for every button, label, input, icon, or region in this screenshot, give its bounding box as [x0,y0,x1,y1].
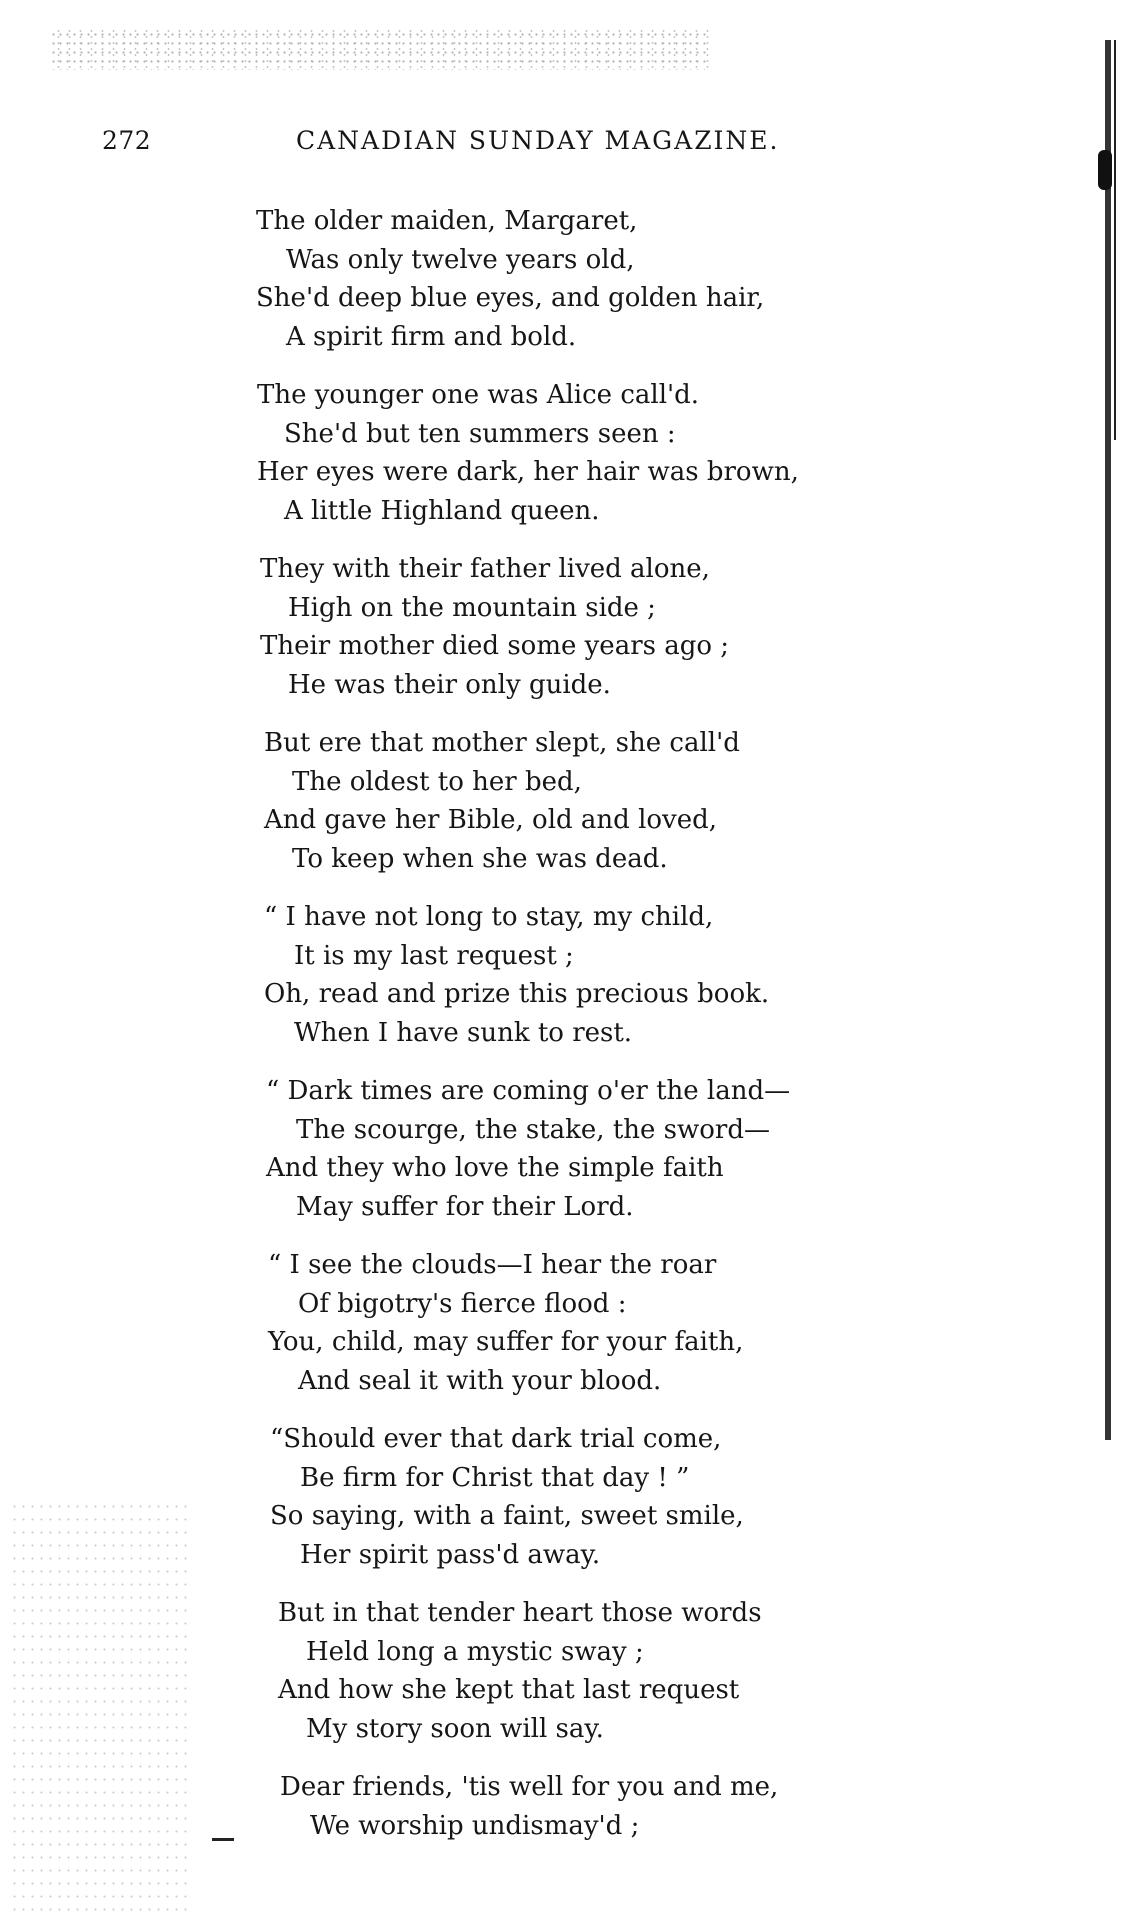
poem-line: A little Highland queen. [284,495,600,526]
poem-line: “ I see the clouds—I hear the roar [268,1250,717,1280]
stanza [0,1768,1123,1845]
poem-line: May suffer for their Lord. [296,1191,634,1222]
poem-line: “ Dark times are coming o'er the land— [266,1076,791,1106]
poem-line: But ere that mother slept, she call'd [264,728,740,758]
poem-line: High on the mountain side ; [288,592,656,623]
stanza [0,1420,1123,1574]
page-header [0,126,1123,162]
poem-line: And gave her Bible, old and loved, [264,805,718,835]
poem-line: He was their only guide. [288,669,611,700]
poem-line: Their mother died some years ago ; [260,631,730,661]
stanza [0,724,1123,878]
poem-line: Held long a mystic sway ; [306,1636,644,1667]
stanza [0,1072,1123,1226]
poem-line: To keep when she was dead. [292,843,668,874]
stanza [0,898,1123,1052]
poem-line: It is my last request ; [294,940,574,971]
stanza [0,1246,1123,1400]
poem-line: She'd but ten summers seen : [284,418,676,449]
print-mark [212,1838,234,1841]
poem-line: And how she kept that last request [278,1675,740,1705]
poem-line: My story soon will say. [306,1713,604,1744]
poem-line: The older maiden, Margaret, [256,206,638,236]
poem-line: They with their father lived alone, [260,554,710,584]
scan-noise-top [50,30,710,70]
poem-line: “ I have not long to stay, my child, [264,902,714,932]
stanza [0,376,1123,530]
poem-line: The younger one was Alice call'd. [257,380,700,410]
poem-line: And they who love the simple faith [266,1153,724,1183]
poem-line: Be firm for Christ that day ! ” [300,1462,690,1493]
poem-line: You, child, may suffer for your faith, [268,1327,744,1357]
poem-line: We worship undismay'd ; [310,1810,640,1841]
stanza [0,550,1123,704]
stanza [0,1594,1123,1748]
poem-line: The scourge, the stake, the sword— [296,1114,771,1145]
stanza [0,202,1123,356]
poem-line: And seal it with your blood. [298,1365,662,1396]
poem-line: She'd deep blue eyes, and golden hair, [256,283,765,313]
poem-line: A spirit firm and bold. [286,321,577,352]
poem-line: The oldest to her bed, [292,766,582,797]
poem [0,202,1123,1865]
poem-line: Her spirit pass'd away. [300,1539,601,1570]
running-head: CANADIAN SUNDAY MAGAZINE. [296,126,780,155]
poem-line: Was only twelve years old, [286,244,635,275]
poem-line: Her eyes were dark, her hair was brown, [257,457,799,487]
poem-line: But in that tender heart those words [278,1598,762,1628]
page-number: 272 [102,126,152,155]
poem-line: Of bigotry's fierce flood : [298,1288,627,1319]
poem-line: Oh, read and prize this precious book. [264,979,770,1009]
poem-line: “Should ever that dark trial come, [270,1424,722,1454]
poem-line: Dear friends, 'tis well for you and me, [280,1772,779,1802]
poem-line: When I have sunk to rest. [294,1017,633,1048]
poem-line: So saying, with a faint, sweet smile, [270,1501,744,1531]
